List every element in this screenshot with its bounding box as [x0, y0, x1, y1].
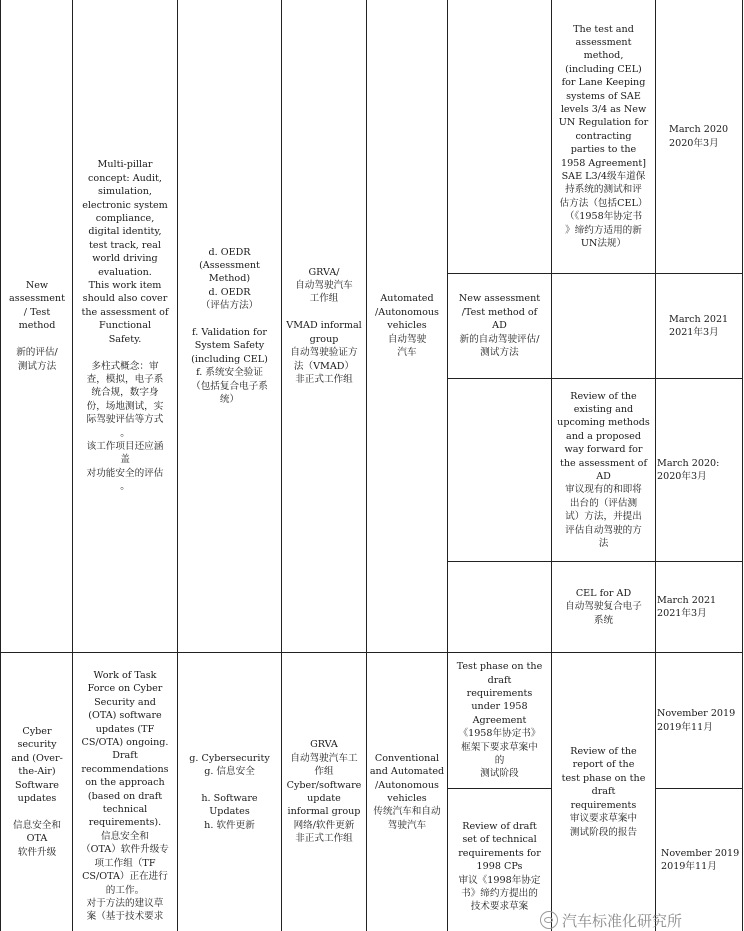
milestone-cell [448, 0, 551, 273]
grid-line [0, 0, 1, 931]
milestone-review-1998: Review of draft set of technical requirements for 1998 CPs 审议《1998年协定 书》缔约方提出的 技术要求草案 [458, 821, 541, 913]
milestone-cell [448, 379, 551, 561]
output-lane-keeping-method: The test and assessment method, (including CEL) for Lane Keeping systems of SAE levels 3/4 as New UN Regulation for contracting parties to the 1958 Agreement] SAE L3/4级车道保 持系统的测试和评 估方法（包括CEL） （《1958年协定书 》缔约方适用的新 UN法规） [558, 23, 649, 250]
watermark [540, 910, 682, 931]
description-multi-pillar: Multi-pillar concept: Audit, simulation, electronic system compliance, digital identity, test track, real world driving evaluation. This work item should also cover the assessment of Functional Safety. 多柱式概念：审 查，模拟，电子系 统合规，数字身 份，场地测试，实 际驾驶评估等方式 。 该工作项目还应涵 盖 对功能安全的评估 。 [81, 159, 169, 493]
milestone-cell [448, 562, 551, 652]
date-cell: March 2021 2021年3月 [657, 594, 717, 619]
wechat-icon [540, 911, 558, 929]
grid-line [655, 0, 656, 931]
output-review-test-report: Review of the report of the test phase on the draft requirements 审议要求草案中 测试阶段的报告 [561, 746, 646, 838]
milestone-new-assessment-ad: New assessment /Test method of AD 新的自动驾驶评估/ 测试方法 [458, 293, 541, 359]
date-cell: March 2021 2021年3月 [669, 313, 729, 338]
topic-new-assessment: New assessment / Test method 新的评估/ 测试方法 [9, 280, 65, 372]
date-cell: March 2020 2020年3月 [669, 124, 729, 149]
output-review-methods: Review of the existing and upcoming methods and a proposed way forward for the assessment of AD 审议现有的和即将 出台的（评估测 试）方法，并提出 评估自动驾驶的方 法 [557, 390, 650, 550]
working-group-grva-vmad: GRVA/ 自动驾驶汽车 工作组 VMAD informal group 自动驾驶验证方 法（VMAD） 非正式工作组 [286, 266, 362, 385]
milestone-test-phase: Test phase on the draft requirements under 1958 Agreement 《1958年协定书》 框架下要求草案中 的 测试阶段 [456, 661, 543, 780]
date-cell: November 2019 2019年11月 [657, 708, 736, 733]
grid-line [447, 788, 551, 789]
vehicle-type-conventional-automated: Conventional and Automated /Autonomous vehicles 传统汽车和自动 驾驶汽车 [369, 752, 445, 831]
date-cell: November 2019 2019年11月 [661, 847, 740, 872]
topic-cyber-security-ota: Cyber security and (Over- the-Air) Software updates 信息安全和 OTA 软件升级 [11, 725, 63, 858]
date-cell: March 2020: 2020年3月 [657, 457, 720, 482]
output-cell [552, 274, 655, 378]
deliverable-oedr-validation: d. OEDR (Assessment Method) d. OEDR （评估方法） f. Validation for System Safety (including CEL) f. 系统安全验证 （包括复合电子系 统） [191, 246, 268, 406]
description-task-force: Work of Task Force on Cyber Security and (OTA) software updates (TF CS/OTA) ongoing. Draft recommendations on the approach (based on draft technical requirements). 信息安全和 （OTA）软件升级专 项工作组（TF CS/OTA）正在进行 的工作。 对于方法的建议草 案（基于技术要求 [81, 670, 169, 923]
working-group-grva-cyber: GRVA 自动驾驶汽车工 作组 Cyber/software update informal group 网络/软件更新 非正式工作组 [286, 739, 362, 845]
watermark-text: 汽车标准化研究所 [562, 912, 683, 930]
output-cel-for-ad: CEL for AD 自动驾驶复合电子 系统 [565, 587, 642, 626]
deliverable-cybersecurity-updates: g. Cybersecurity g. 信息安全 h. Software Updates h. 软件更新 [189, 752, 270, 831]
grid-line [742, 0, 743, 931]
vehicle-type-automated: Automated /Autonomous vehicles 自动驾驶 汽车 [375, 293, 439, 359]
